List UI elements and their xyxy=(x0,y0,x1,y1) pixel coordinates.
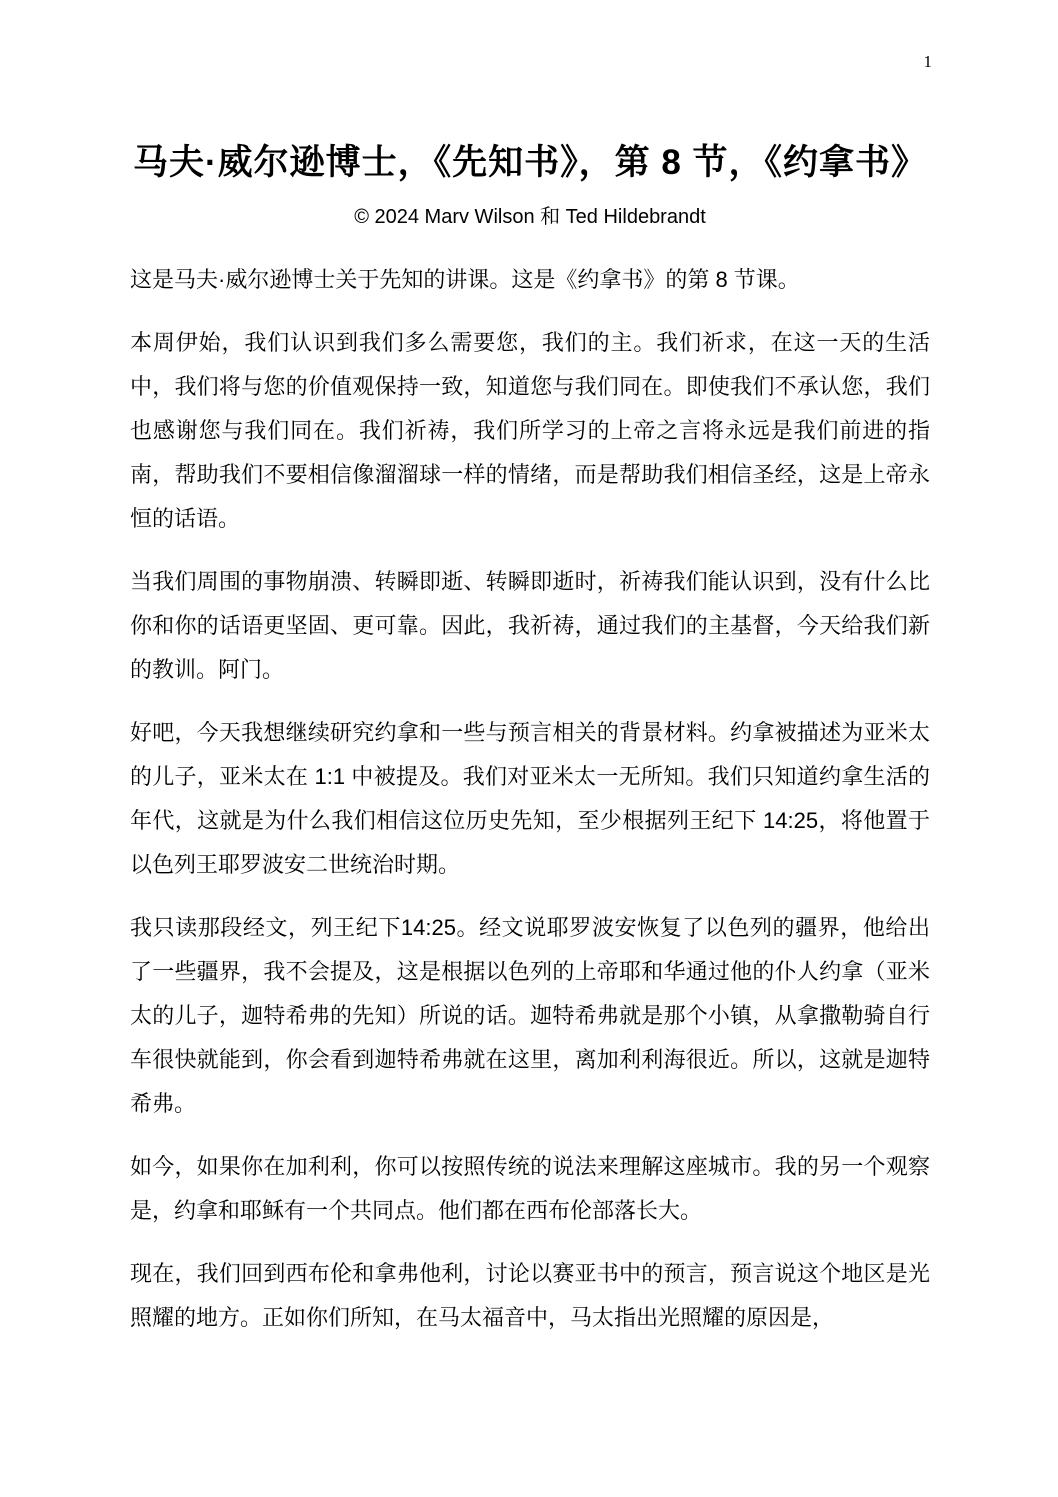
body-paragraph-1: 这是马夫·威尔逊博士关于先知的讲课。这是《约拿书》的第 8 节课。 xyxy=(130,267,800,292)
body-paragraph-7: 现在，我们回到西布伦和拿弗他利，讨论以赛亚书中的预言，预言说这个地区是光照耀的地方。正如你们所知，在马太福音中，马太指出光照耀的原因是， xyxy=(130,1261,930,1330)
body-text xyxy=(130,258,930,1340)
document-title: 马夫·威尔逊博士，《先知书》，第 8 节，《约拿书》 xyxy=(132,143,928,182)
body-paragraph-3: 当我们周围的事物崩溃、转瞬即逝、转瞬即逝时，祈祷我们能认识到，没有什么比你和你的话语更坚固、更可靠。因此，我祈祷，通过我们的主基督，今天给我们新的教训。阿门。 xyxy=(130,569,930,682)
body-paragraph-4: 好吧，今天我想继续研究约拿和一些与预言相关的背景材料。约拿被描述为亚米太的儿子，亚米太在 1:1 中被提及。我们对亚米太一无所知。我们只知道约拿生活的年代，这就是为什么我们相信这位历史先知，至少根据列王纪下 14:25，将他置于以色列王耶罗波安二世统治时期。 xyxy=(130,720,930,877)
page-number: 1 xyxy=(923,52,932,71)
copyright-line: © 2024 Marv Wilson 和 Ted Hildebrandt xyxy=(354,206,706,228)
body-paragraph-6: 如今，如果你在加利利，你可以按照传统的说法来理解这座城市。我的另一个观察是，约拿和耶稣有一个共同点。他们都在西布伦部落长大。 xyxy=(130,1154,930,1223)
body-paragraph-5: 我只读那段经文，列王纪下14:25。经文说耶罗波安恢复了以色列的疆界，他给出了一些疆界，我不会提及，这是根据以色列的上帝耶和华通过他的仆人约拿（亚米太的儿子，迦特希弗的先知）所说的话。迦特希弗就是那个小镇，从拿撒勒骑自行车很快就能到，你会看到迦特希弗就在这里，离加利利海很近。所以，这就是迦特希弗。 xyxy=(130,915,930,1116)
body-paragraph-2: 本周伊始，我们认识到我们多么需要您，我们的主。我们祈求，在这一天的生活中，我们将与您的价值观保持一致，知道您与我们同在。即使我们不承认您，我们也感谢您与我们同在。我们祈祷，我们所学习的上帝之言将永远是我们前进的指南，帮助我们不要相信像溜溜球一样的情绪，而是帮助我们相信圣经，这是上帝永恒的话语。 xyxy=(130,330,930,531)
